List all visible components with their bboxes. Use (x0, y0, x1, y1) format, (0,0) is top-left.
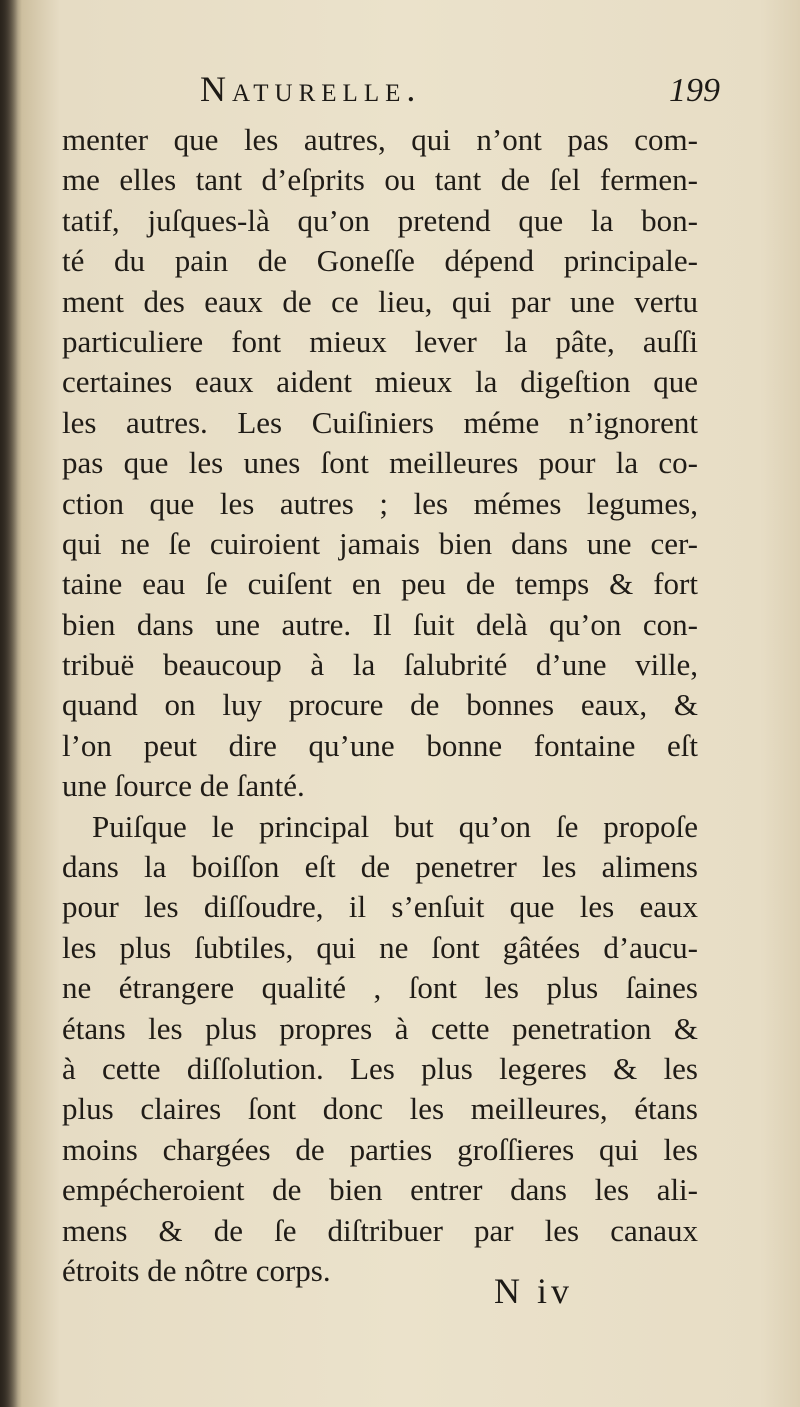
text-line: dans la boiſſon eſt de penetrer les alimens (62, 849, 698, 885)
text-line: mens & de ſe diſtribuer par les canaux (62, 1212, 698, 1248)
text-line: étroits de nôtre corps. (62, 1252, 331, 1288)
text-line: étans les plus propres à cette penetration & (62, 1010, 698, 1046)
text-line: qui ne ſe cuiroient jamais bien dans une cer- (62, 525, 698, 561)
text-line: empécheroient de bien entrer dans les ali- (62, 1172, 698, 1208)
text-line: une ſource de ſanté. (62, 768, 305, 804)
text-line: plus claires ſont donc les meilleures, étans (62, 1091, 698, 1127)
text-line: pas que les unes ſont meilleures pour la co- (62, 445, 698, 481)
text-line: ne étrangere qualité , ſont les plus ſaines (62, 970, 698, 1006)
text-line: ction que les autres ; les mémes legumes, (62, 485, 698, 521)
text-line: tatif, juſques-là qu’on pretend que la bon- (62, 202, 698, 238)
book-page (40, 0, 800, 1407)
text-line: menter que les autres, qui n’ont pas com- (62, 122, 698, 157)
binding-shadow (0, 0, 18, 1407)
text-line: particuliere font mieux lever la pâte, auſſi (62, 323, 698, 359)
page-number: 199 (669, 72, 720, 109)
text-line: les autres. Les Cuiſiniers méme n’ignorent (62, 404, 698, 440)
text-line: taine eau ſe cuiſent en peu de temps & fort (62, 566, 698, 602)
body-text (62, 120, 698, 1291)
text-line: quand on luy procure de bonnes eaux, & (62, 687, 698, 723)
signature-mark: N iv (494, 1271, 573, 1311)
text-line: moins chargées de parties groſſieres qui les (62, 1131, 698, 1167)
text-line: les plus ſubtiles, qui ne ſont gâtées d’aucu- (62, 929, 698, 965)
text-line: bien dans une autre. Il ſuit delà qu’on con- (62, 606, 698, 642)
text-line: Puiſque le principal but qu’on ſe propoſe (92, 808, 698, 844)
text-line: ment des eaux de ce lieu, qui par une vertu (62, 283, 698, 319)
text-line: me elles tant d’eſprits ou tant de ſel fermen- (62, 162, 698, 198)
text-line: tribuë beaucoup à la ſalubrité d’une ville, (62, 647, 698, 683)
running-head (200, 68, 720, 118)
text-line: l’on peut dire qu’une bonne fontaine eſt (62, 727, 698, 763)
text-line: pour les diſſoudre, il s’enſuit que les eaux (62, 889, 698, 925)
running-title: Naturelle. (200, 69, 422, 109)
text-line: té du pain de Goneſſe dépend principale- (62, 243, 698, 279)
text-line: certaines eaux aident mieux la digeſtion que (62, 364, 698, 400)
text-line: à cette diſſolution. Les plus legeres & les (62, 1050, 698, 1086)
